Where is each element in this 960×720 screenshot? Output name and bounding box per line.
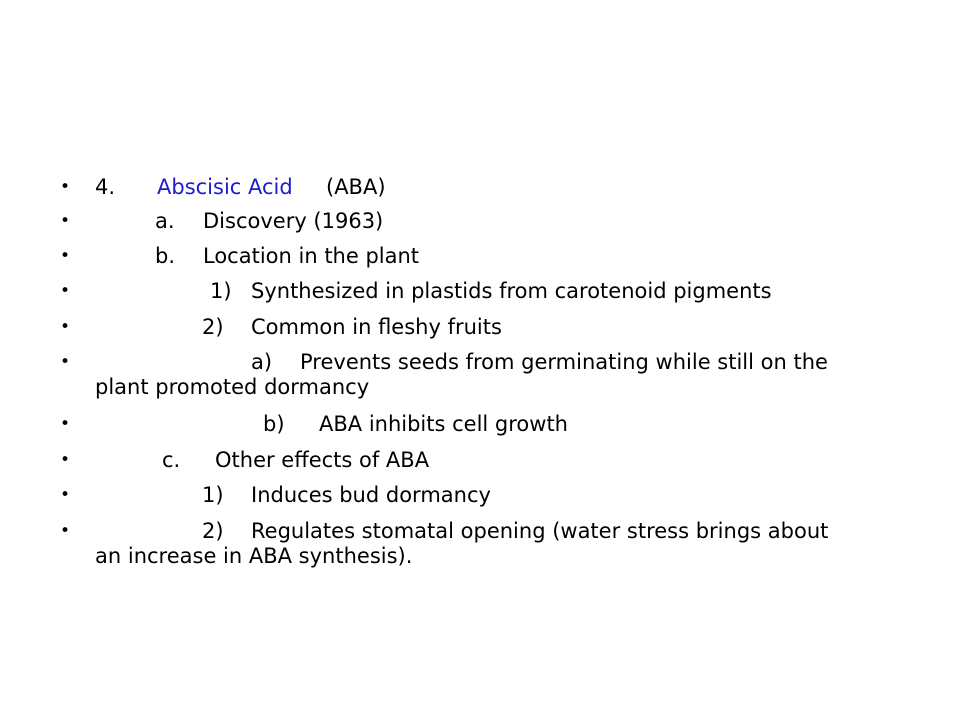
- list-marker: 1): [210, 279, 232, 303]
- list-marker: a): [251, 350, 273, 374]
- list-marker: 4.: [95, 175, 116, 199]
- bullet-icon: •: [60, 352, 71, 372]
- bullet-icon: •: [60, 485, 71, 505]
- bullet-icon: •: [60, 211, 71, 231]
- bullet-icon: •: [60, 450, 71, 470]
- list-marker: c.: [162, 448, 181, 472]
- line-content: Induces bud dormancy: [251, 483, 491, 507]
- bullet-icon: •: [60, 521, 71, 541]
- bullet-icon: •: [60, 414, 71, 434]
- line-continuation: an increase in ABA synthesis).: [95, 544, 413, 568]
- bullet-icon: •: [60, 281, 71, 301]
- line-content: Discovery (1963): [203, 209, 384, 233]
- line-continuation: plant promoted dormancy: [95, 375, 370, 399]
- list-marker: 1): [202, 483, 224, 507]
- line-content: ABA inhibits cell growth: [319, 412, 568, 436]
- line-content: Regulates stomatal opening (water stress brings about: [251, 519, 829, 543]
- line-content: Synthesized in plastids from carotenoid pigments: [251, 279, 772, 303]
- bullet-icon: •: [60, 246, 71, 266]
- list-marker: 2): [202, 519, 224, 543]
- list-marker: b.: [155, 244, 176, 268]
- term-abbreviation: (ABA): [326, 175, 386, 199]
- bullet-icon: •: [60, 317, 71, 337]
- term-highlight: Abscisic Acid: [157, 175, 293, 199]
- line-content: Prevents seeds from germinating while still on the: [300, 350, 828, 374]
- list-marker: b): [263, 412, 285, 436]
- list-marker: a.: [155, 209, 175, 233]
- bullet-icon: •: [60, 177, 71, 197]
- line-content: Location in the plant: [203, 244, 420, 268]
- list-marker: 2): [202, 315, 224, 339]
- line-content: Other effects of ABA: [215, 448, 430, 472]
- line-content: Common in fleshy fruits: [251, 315, 502, 339]
